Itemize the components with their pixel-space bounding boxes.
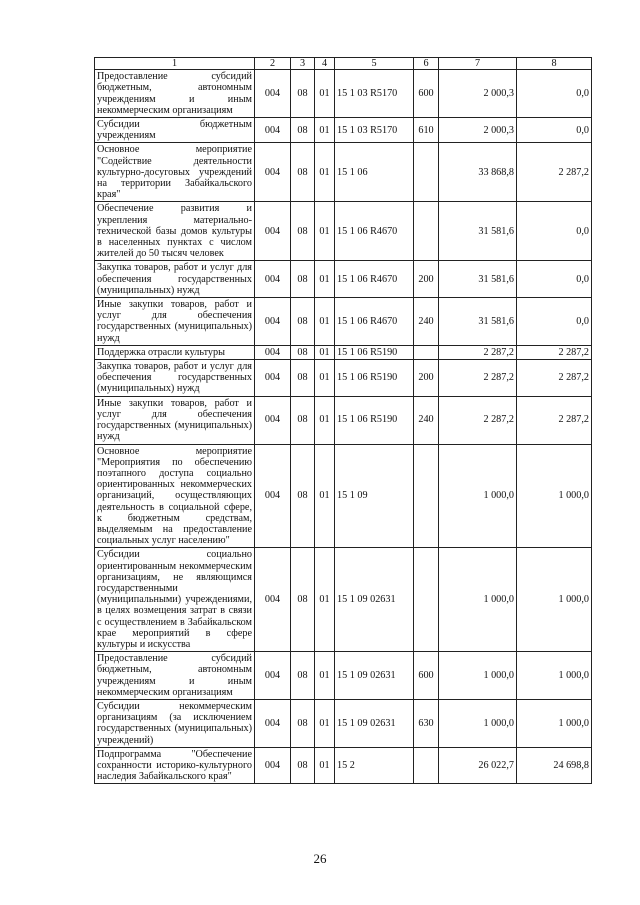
- amount-cell: 2 287,2: [439, 396, 517, 444]
- target-article-cell: 15 1 06 R5190: [335, 345, 414, 359]
- target-article-cell: 15 1 06 R5190: [335, 360, 414, 397]
- table-row: [95, 699, 592, 747]
- ministry-code-cell: 004: [255, 444, 291, 548]
- target-article-cell: 15 1 03 R5170: [335, 70, 414, 118]
- amount-cell: 2 000,3: [439, 70, 517, 118]
- amount-cell: 1 000,0: [517, 652, 592, 700]
- expense-type-cell: 200: [414, 261, 439, 298]
- target-article-cell: 15 1 09 02631: [335, 699, 414, 747]
- subsection-code-cell: 01: [315, 70, 335, 118]
- ministry-code-cell: 004: [255, 360, 291, 397]
- amount-cell: 2 287,2: [439, 360, 517, 397]
- section-code-cell: 08: [291, 345, 315, 359]
- row-name-cell: Основное мероприятие "Содействие деятельности культурно-досуговых учреждений на территории Забайкальского края": [95, 143, 255, 202]
- expense-type-cell: [414, 143, 439, 202]
- table-row: [95, 118, 592, 143]
- row-name-cell: Иные закупки товаров, работ и услуг для обеспечения государственных (муниципальных) нужд: [95, 298, 255, 346]
- ministry-code-cell: 004: [255, 202, 291, 261]
- amount-cell: 0,0: [517, 298, 592, 346]
- header-cell: 1: [95, 58, 255, 70]
- subsection-code-cell: 01: [315, 345, 335, 359]
- row-name-cell: Иные закупки товаров, работ и услуг для обеспечения государственных (муниципальных) нужд: [95, 396, 255, 444]
- amount-cell: 2 287,2: [439, 345, 517, 359]
- ministry-code-cell: 004: [255, 298, 291, 346]
- amount-cell: 1 000,0: [517, 548, 592, 652]
- expense-type-cell: [414, 548, 439, 652]
- target-article-cell: 15 1 09: [335, 444, 414, 548]
- target-article-cell: 15 1 06 R4670: [335, 202, 414, 261]
- amount-cell: 1 000,0: [439, 444, 517, 548]
- amount-cell: 1 000,0: [439, 548, 517, 652]
- ministry-code-cell: 004: [255, 118, 291, 143]
- section-code-cell: 08: [291, 699, 315, 747]
- amount-cell: 1 000,0: [517, 699, 592, 747]
- amount-cell: 26 022,7: [439, 747, 517, 784]
- budget-document: [94, 57, 591, 784]
- amount-cell: 2 287,2: [517, 360, 592, 397]
- target-article-cell: 15 1 06: [335, 143, 414, 202]
- header-cell: 4: [315, 58, 335, 70]
- row-name-cell: Предоставление субсидий бюджетным, автономным учреждениям и иным некоммерческим организациям: [95, 652, 255, 700]
- section-code-cell: 08: [291, 70, 315, 118]
- header-cell: 2: [255, 58, 291, 70]
- section-code-cell: 08: [291, 747, 315, 784]
- subsection-code-cell: 01: [315, 360, 335, 397]
- amount-cell: 31 581,6: [439, 261, 517, 298]
- section-code-cell: 08: [291, 652, 315, 700]
- expense-type-cell: 240: [414, 298, 439, 346]
- section-code-cell: 08: [291, 444, 315, 548]
- ministry-code-cell: 004: [255, 396, 291, 444]
- amount-cell: 1 000,0: [439, 699, 517, 747]
- subsection-code-cell: 01: [315, 747, 335, 784]
- amount-cell: 1 000,0: [439, 652, 517, 700]
- target-article-cell: 15 1 06 R5190: [335, 396, 414, 444]
- row-name-cell: Обеспечение развития и укрепления материально-технической базы домов культуры в населенных пунктах с числом жителей до 50 тысяч человек: [95, 202, 255, 261]
- table-row: [95, 396, 592, 444]
- section-code-cell: 08: [291, 396, 315, 444]
- table-header-row: [95, 58, 592, 70]
- amount-cell: 2 000,3: [439, 118, 517, 143]
- target-article-cell: 15 1 06 R4670: [335, 298, 414, 346]
- expense-type-cell: 610: [414, 118, 439, 143]
- amount-cell: 31 581,6: [439, 202, 517, 261]
- section-code-cell: 08: [291, 202, 315, 261]
- subsection-code-cell: 01: [315, 396, 335, 444]
- amount-cell: 1 000,0: [517, 444, 592, 548]
- amount-cell: 0,0: [517, 202, 592, 261]
- expense-type-cell: [414, 444, 439, 548]
- page-number: 26: [313, 851, 327, 866]
- subsection-code-cell: 01: [315, 548, 335, 652]
- table-row: [95, 143, 592, 202]
- table-row: [95, 360, 592, 397]
- subsection-code-cell: 01: [315, 261, 335, 298]
- row-name-cell: Субсидии бюджетным учреждениям: [95, 118, 255, 143]
- ministry-code-cell: 004: [255, 699, 291, 747]
- target-article-cell: 15 1 03 R5170: [335, 118, 414, 143]
- ministry-code-cell: 004: [255, 70, 291, 118]
- table-row: [95, 652, 592, 700]
- subsection-code-cell: 01: [315, 699, 335, 747]
- row-name-cell: Субсидии некоммерческим организациям (за исключением государственных (муниципальных) учреждений): [95, 699, 255, 747]
- amount-cell: 2 287,2: [517, 345, 592, 359]
- amount-cell: 33 868,8: [439, 143, 517, 202]
- subsection-code-cell: 01: [315, 444, 335, 548]
- subsection-code-cell: 01: [315, 202, 335, 261]
- expense-type-cell: [414, 202, 439, 261]
- header-cell: 8: [517, 58, 592, 70]
- row-name-cell: Предоставление субсидий бюджетным, автономным учреждениям и иным некоммерческим организациям: [95, 70, 255, 118]
- amount-cell: 2 287,2: [517, 143, 592, 202]
- ministry-code-cell: 004: [255, 143, 291, 202]
- table-row: [95, 444, 592, 548]
- section-code-cell: 08: [291, 261, 315, 298]
- expense-type-cell: 630: [414, 699, 439, 747]
- row-name-cell: Поддержка отрасли культуры: [95, 345, 255, 359]
- section-code-cell: 08: [291, 118, 315, 143]
- amount-cell: 0,0: [517, 70, 592, 118]
- subsection-code-cell: 01: [315, 298, 335, 346]
- amount-cell: 0,0: [517, 118, 592, 143]
- header-cell: 6: [414, 58, 439, 70]
- table-row: [95, 298, 592, 346]
- row-name-cell: Подпрограмма "Обеспечение сохранности историко-культурного наследия Забайкальского края": [95, 747, 255, 784]
- header-cell: 3: [291, 58, 315, 70]
- target-article-cell: 15 1 06 R4670: [335, 261, 414, 298]
- ministry-code-cell: 004: [255, 548, 291, 652]
- section-code-cell: 08: [291, 298, 315, 346]
- expense-type-cell: 600: [414, 70, 439, 118]
- target-article-cell: 15 1 09 02631: [335, 548, 414, 652]
- section-code-cell: 08: [291, 143, 315, 202]
- amount-cell: 31 581,6: [439, 298, 517, 346]
- row-name-cell: Закупка товаров, работ и услуг для обеспечения государственных (муниципальных) нужд: [95, 261, 255, 298]
- row-name-cell: Закупка товаров, работ и услуг для обеспечения государственных (муниципальных) нужд: [95, 360, 255, 397]
- expense-type-cell: 600: [414, 652, 439, 700]
- ministry-code-cell: 004: [255, 747, 291, 784]
- ministry-code-cell: 004: [255, 652, 291, 700]
- subsection-code-cell: 01: [315, 652, 335, 700]
- table-row: [95, 345, 592, 359]
- expense-type-cell: [414, 345, 439, 359]
- target-article-cell: 15 1 09 02631: [335, 652, 414, 700]
- header-cell: 7: [439, 58, 517, 70]
- row-name-cell: Основное мероприятие "Мероприятия по обеспечению поэтапного доступа социально ориентированных некоммерческих организаций, осуществляющих деятельность в социальной сфере, к бюджетным средствам, выделяемым на предоставление социальных услуг населению": [95, 444, 255, 548]
- ministry-code-cell: 004: [255, 345, 291, 359]
- ministry-code-cell: 004: [255, 261, 291, 298]
- subsection-code-cell: 01: [315, 143, 335, 202]
- table-row: [95, 70, 592, 118]
- subsection-code-cell: 01: [315, 118, 335, 143]
- table-row: [95, 202, 592, 261]
- expense-type-cell: 200: [414, 360, 439, 397]
- section-code-cell: 08: [291, 548, 315, 652]
- header-cell: 5: [335, 58, 414, 70]
- expense-type-cell: 240: [414, 396, 439, 444]
- table-row: [95, 548, 592, 652]
- table-row: [95, 261, 592, 298]
- section-code-cell: 08: [291, 360, 315, 397]
- table-row: [95, 747, 592, 784]
- budget-table: [94, 57, 592, 784]
- target-article-cell: 15 2: [335, 747, 414, 784]
- amount-cell: 0,0: [517, 261, 592, 298]
- amount-cell: 24 698,8: [517, 747, 592, 784]
- amount-cell: 2 287,2: [517, 396, 592, 444]
- row-name-cell: Субсидии социально ориентированным некоммерческим организациям, не являющимся государственными (муниципальными) учреждениями, в целях возмещения затрат в связи с осуществлением в Забайкальском крае мероприятий в сфере культуры и искусства: [95, 548, 255, 652]
- expense-type-cell: [414, 747, 439, 784]
